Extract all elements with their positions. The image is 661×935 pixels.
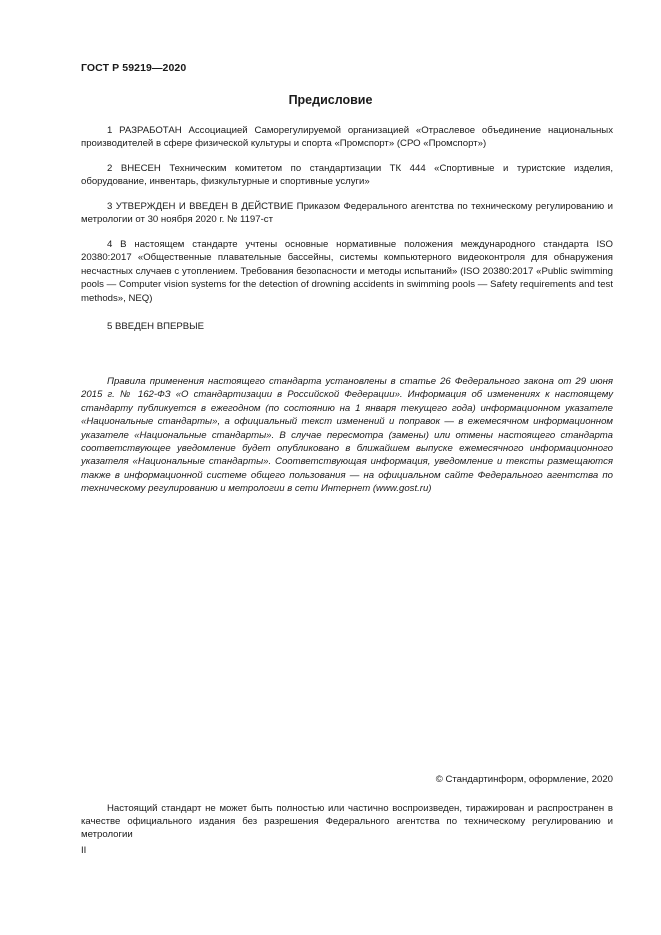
paragraph-text: 1 РАЗРАБОТАН Ассоциацией Саморегулируемой организацией «Отраслевое объединение национальных производителей в сфере физической культуры и спорта «Промспорт» (СРО «Промспорт») xyxy=(81,125,613,150)
copyright: © Стандартинформ, оформление, 2020 xyxy=(435,774,613,785)
paragraph-text: 5 ВВЕДЕН ВПЕРВЫЕ xyxy=(107,321,205,332)
standard-code: ГОСТ Р 59219—2020 xyxy=(81,62,187,74)
paragraph-3 xyxy=(81,200,613,227)
paragraph-text: 3 УТВЕРЖДЕН И ВВЕДЕН В ДЕЙСТВИЕ Приказом Федерального агентства по техническому регулированию и метрологии от 30 ноября 2020 г. № 1197-ст xyxy=(81,201,613,226)
rules-note-text: Правила применения настоящего стандарта установлены в статье 26 Федерального закона от 29 июня 2015 г. № 162-ФЗ «О стандартизации в Российской Федерации». Информация об изменениях к настоящему стандарту публикуется в ежегодном (по состоянию на 1 января текущего года) информационном указателе «Национальные стандарты», а официальный текст изменений и поправок — в ежемесячном информационном указателе «Национальные стандарты». В случае пересмотра (замены) или отмены настоящего стандарта соответствующее уведомление будет опубликовано в ближайшем выпуске ежемесячного информационного указателя «Национальные стандарты». Соответствующая информация, уведомление и тексты размещаются также в информационной системе общего пользования — на официальном сайте Федерального агентства по техническому регулированию и метрологии в сети Интернет (www.gost.ru) xyxy=(81,376,613,495)
paragraph-text: 2 ВНЕСЕН Техническим комитетом по стандартизации ТК 444 «Спортивные и туристские изделия, оборудование, инвентарь, физкультурные и спортивные услуги» xyxy=(81,163,613,188)
paragraph-2 xyxy=(81,162,613,189)
page-number: II xyxy=(81,845,87,856)
reproduction-notice xyxy=(81,802,613,842)
paragraph-4 xyxy=(81,238,613,305)
paragraph-1 xyxy=(81,124,613,151)
reproduction-notice-text: Настоящий стандарт не может быть полностью или частично воспроизведен, тиражирован и распространен в качестве официального издания без разрешения Федерального агентства по техническому регулированию и метрологии xyxy=(81,803,613,841)
paragraph-5 xyxy=(81,320,613,333)
paragraph-text: 4 В настоящем стандарте учтены основные нормативные положения международного стандарта ISO 20380:2017 «Общественные плавательные бассейны, системы компьютерного видеоконтроля для обнаружения несчастных случаев с утоплением. Требования безопасности и методы испытаний» (ISO 20380:2017 «Public swimming pools — Computer vision systems for the detection of drowning accidents in swimming pools — Safety requirements and test methods», NEQ) xyxy=(81,239,613,304)
page-title: Предисловие xyxy=(288,93,373,107)
rules-note xyxy=(81,375,613,496)
